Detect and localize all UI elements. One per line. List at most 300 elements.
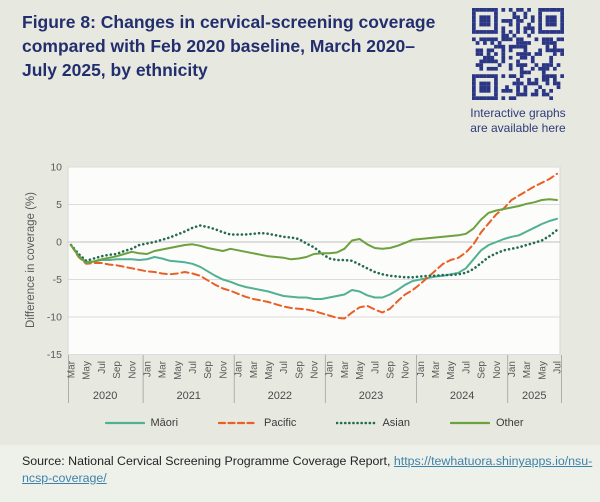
qr-module xyxy=(498,45,502,49)
qr-module xyxy=(487,74,491,78)
qr-module xyxy=(520,63,524,67)
qr-module xyxy=(483,74,487,78)
figure-title-line: Figure 8: Changes in cervical-screening coverage xyxy=(22,12,436,32)
qr-module xyxy=(516,8,520,12)
chart-legend xyxy=(68,413,560,433)
qr-module xyxy=(509,45,513,49)
qr-module xyxy=(524,12,528,16)
qr-module xyxy=(535,89,539,93)
qr-module xyxy=(487,89,491,93)
legend-swatch-icon xyxy=(450,418,490,428)
qr-module xyxy=(527,52,531,56)
qr-module xyxy=(509,19,513,23)
qr-module xyxy=(553,41,557,45)
qr-module xyxy=(494,89,498,93)
qr-module xyxy=(538,8,542,12)
qr-module xyxy=(538,26,542,30)
qr-module xyxy=(524,52,528,56)
qr-module xyxy=(546,82,550,86)
qr-module xyxy=(494,30,498,34)
qr-module xyxy=(516,26,520,30)
source-footer xyxy=(0,445,600,502)
qr-module xyxy=(501,30,505,34)
qr-module xyxy=(512,96,516,100)
qr-module xyxy=(520,37,524,41)
qr-module xyxy=(487,19,491,23)
qr-module xyxy=(487,96,491,100)
qr-module xyxy=(531,67,535,71)
qr-module xyxy=(494,96,498,100)
year-label: 2024 xyxy=(449,390,475,402)
qr-module xyxy=(527,8,531,12)
month-tick-label: Jan xyxy=(142,361,154,378)
qr-module xyxy=(483,96,487,100)
source-link[interactable]: ncsp-coverage/ xyxy=(22,470,107,485)
qr-module xyxy=(546,74,550,78)
qr-module xyxy=(494,8,498,12)
qr-module xyxy=(483,82,487,86)
qr-module xyxy=(520,71,524,75)
qr-module xyxy=(553,48,557,52)
month-tick-label: Jul xyxy=(279,361,291,374)
month-tick-label: Jul xyxy=(96,361,108,374)
qr-module xyxy=(560,37,564,41)
qr-module xyxy=(531,82,535,86)
qr-module xyxy=(524,71,528,75)
qr-module xyxy=(520,8,524,12)
month-tick-label: Jan xyxy=(506,361,518,378)
qr-module xyxy=(560,23,564,27)
qr-module xyxy=(538,12,542,16)
qr-module xyxy=(524,30,528,34)
qr-module xyxy=(501,89,505,93)
qr-module xyxy=(516,52,520,56)
qr-module xyxy=(560,30,564,34)
qr-module xyxy=(524,26,528,30)
qr-module xyxy=(479,23,483,27)
qr-module xyxy=(546,41,550,45)
qr-module xyxy=(549,96,553,100)
qr-module xyxy=(516,19,520,23)
qr-module xyxy=(501,34,505,38)
qr-module xyxy=(476,63,480,67)
y-tick-label: -15 xyxy=(46,349,62,361)
qr-module xyxy=(472,26,476,30)
qr-module xyxy=(494,85,498,89)
qr-module xyxy=(538,15,542,19)
qr-module xyxy=(542,74,546,78)
qr-module xyxy=(516,93,520,97)
qr-module xyxy=(557,48,561,52)
month-tick-label: Mar xyxy=(66,361,78,379)
qr-module xyxy=(501,48,505,52)
month-tick-label: May xyxy=(355,361,367,380)
qr-module xyxy=(490,30,494,34)
legend-item-other xyxy=(450,417,524,429)
qr-module xyxy=(490,74,494,78)
qr-module xyxy=(553,82,557,86)
qr-module xyxy=(516,85,520,89)
qr-module xyxy=(553,19,557,23)
qr-module xyxy=(501,37,505,41)
qr-module xyxy=(546,15,550,19)
qr-module xyxy=(546,45,550,49)
qr-module xyxy=(494,12,498,16)
month-tick-label: Mar xyxy=(248,361,260,379)
legend-label: Pacific xyxy=(264,417,297,429)
qr-module xyxy=(479,19,483,23)
month-tick-label: Sep xyxy=(203,361,215,379)
qr-module xyxy=(531,60,535,64)
qr-module xyxy=(546,48,550,52)
qr-module xyxy=(516,41,520,45)
qr-module xyxy=(549,41,553,45)
legend-label: Other xyxy=(495,417,524,429)
qr-module xyxy=(490,56,494,60)
y-tick-label: 0 xyxy=(56,236,62,249)
qr-module xyxy=(557,30,561,34)
qr-module xyxy=(527,34,531,38)
qr-module xyxy=(524,45,528,49)
qr-module xyxy=(487,82,491,86)
qr-module xyxy=(516,78,520,82)
qr-module xyxy=(501,19,505,23)
qr-module xyxy=(549,56,553,60)
year-label: 2025 xyxy=(521,390,547,402)
qr-module xyxy=(494,45,498,49)
qr-module xyxy=(549,63,553,67)
qr-module xyxy=(483,30,487,34)
month-tick-label: May xyxy=(537,361,549,380)
source-text: Source: National Cervical Screening Programme Coverage Report, xyxy=(22,454,394,468)
qr-module xyxy=(520,41,524,45)
year-label: 2023 xyxy=(358,390,384,402)
qr-module xyxy=(524,89,528,93)
figure-title xyxy=(22,10,492,82)
month-tick-label: Sep xyxy=(294,361,306,379)
qr-module xyxy=(501,56,505,60)
qr-module xyxy=(505,19,509,23)
y-axis-label: Difference in coverage (%) xyxy=(25,192,37,328)
qr-module xyxy=(479,63,483,67)
qr-module xyxy=(494,52,498,56)
qr-module xyxy=(546,78,550,82)
qr-module xyxy=(479,67,483,71)
qr-module xyxy=(524,41,528,45)
qr-module xyxy=(483,23,487,27)
qr-module xyxy=(546,67,550,71)
qr-module xyxy=(472,12,476,16)
month-tick-label: Mar xyxy=(157,361,169,379)
qr-module xyxy=(501,52,505,56)
qr-module xyxy=(520,45,524,49)
qr-module xyxy=(472,23,476,27)
month-tick-label: Nov xyxy=(491,361,503,379)
qr-module xyxy=(509,89,513,93)
qr-module xyxy=(483,41,487,45)
qr-module xyxy=(516,30,520,34)
qr-module xyxy=(549,15,553,19)
qr-module xyxy=(501,60,505,64)
qr-module xyxy=(512,12,516,16)
qr-module xyxy=(483,8,487,12)
qr-module xyxy=(535,82,539,86)
qr-module xyxy=(557,8,561,12)
qr-module xyxy=(516,89,520,93)
qr-module xyxy=(476,74,480,78)
qr-module xyxy=(542,78,546,82)
qr-module xyxy=(549,30,553,34)
qr-module xyxy=(483,19,487,23)
qr-module xyxy=(560,15,564,19)
qr-module xyxy=(472,93,476,97)
qr-module xyxy=(553,15,557,19)
qr-module xyxy=(476,96,480,100)
month-tick-label: Mar xyxy=(339,361,351,379)
qr-module xyxy=(560,19,564,23)
qr-module xyxy=(487,60,491,64)
qr-module xyxy=(549,8,553,12)
qr-module xyxy=(494,15,498,19)
qr-module xyxy=(553,30,557,34)
qr-module xyxy=(524,63,528,67)
qr-module xyxy=(472,74,476,78)
qr-module xyxy=(487,30,491,34)
qr-module xyxy=(472,82,476,86)
qr-module xyxy=(546,19,550,23)
qr-module xyxy=(490,37,494,41)
qr-module xyxy=(527,82,531,86)
qr-module xyxy=(527,78,531,82)
qr-module xyxy=(542,63,546,67)
qr-module xyxy=(516,60,520,64)
qr-module xyxy=(501,74,505,78)
qr-module xyxy=(524,93,528,97)
qr-module xyxy=(520,93,524,97)
y-tick-label: -10 xyxy=(46,311,62,324)
month-tick-label: May xyxy=(81,361,93,380)
qr-module xyxy=(501,26,505,30)
month-tick-label: Jul xyxy=(461,361,473,374)
qr-module xyxy=(479,15,483,19)
qr-module xyxy=(487,67,491,71)
qr-module xyxy=(505,85,509,89)
qr-module xyxy=(479,48,483,52)
qr-module xyxy=(531,56,535,60)
legend-swatch-icon xyxy=(218,418,258,428)
qr-module xyxy=(487,23,491,27)
qr-module xyxy=(479,52,483,56)
qr-module xyxy=(490,96,494,100)
qr-module xyxy=(494,37,498,41)
qr-module xyxy=(509,67,513,71)
month-tick-label: May xyxy=(446,361,458,380)
coverage-line-chart xyxy=(0,152,600,452)
qr-module xyxy=(553,8,557,12)
qr-module xyxy=(520,52,524,56)
qr-module xyxy=(487,8,491,12)
qr-module xyxy=(520,19,524,23)
qr-module xyxy=(516,37,520,41)
qr-module xyxy=(490,67,494,71)
qr-module xyxy=(509,63,513,67)
qr-module xyxy=(483,56,487,60)
qr-module xyxy=(538,19,542,23)
qr-module xyxy=(560,52,564,56)
month-tick-label: Sep xyxy=(385,361,397,379)
month-tick-label: Jul xyxy=(370,361,382,374)
qr-module xyxy=(535,93,539,97)
qr-module xyxy=(512,15,516,19)
qr-module xyxy=(490,60,494,64)
qr-module xyxy=(512,74,516,78)
month-tick-label: Sep xyxy=(476,361,488,379)
qr-module xyxy=(472,78,476,82)
legend-item-mori xyxy=(105,417,179,429)
qr-module xyxy=(476,52,480,56)
year-label: 2020 xyxy=(92,390,118,402)
qr-module xyxy=(509,23,513,27)
qr-module xyxy=(538,52,542,56)
qr-module xyxy=(476,8,480,12)
qr-module xyxy=(479,89,483,93)
qr-module xyxy=(557,85,561,89)
qr-module xyxy=(549,19,553,23)
qr-module xyxy=(509,48,513,52)
qr-module xyxy=(542,71,546,75)
qr-module xyxy=(542,8,546,12)
qr-module xyxy=(553,67,557,71)
qr-module xyxy=(527,26,531,30)
qr-module xyxy=(527,41,531,45)
y-tick-label: 10 xyxy=(50,161,62,174)
month-tick-label: Jan xyxy=(415,361,427,378)
legend-swatch-icon xyxy=(105,418,145,428)
qr-module xyxy=(560,74,564,78)
qr-module xyxy=(479,60,483,64)
qr-module xyxy=(546,30,550,34)
qr-module xyxy=(538,85,542,89)
qr-module xyxy=(505,34,509,38)
qr-module xyxy=(494,19,498,23)
qr-module xyxy=(538,23,542,27)
month-tick-label: Jul xyxy=(188,361,200,374)
qr-module xyxy=(560,26,564,30)
qr-module xyxy=(472,37,476,41)
month-tick-label: May xyxy=(172,361,184,380)
y-tick-label: -5 xyxy=(52,274,62,286)
qr-module xyxy=(516,45,520,49)
month-tick-label: Mar xyxy=(431,361,443,379)
qr-module xyxy=(494,74,498,78)
year-label: 2022 xyxy=(267,390,293,402)
month-tick-label: Nov xyxy=(218,361,230,379)
qr-caption xyxy=(456,106,580,136)
qr-caption-line: Interactive graphs xyxy=(470,106,566,120)
qr-module xyxy=(531,26,535,30)
qr-module xyxy=(487,37,491,41)
qr-module xyxy=(531,30,535,34)
month-tick-label: Sep xyxy=(112,361,124,379)
qr-module xyxy=(538,48,542,52)
source-link[interactable]: https://tewhatuora.shinyapps.io/nsu- xyxy=(393,454,593,468)
qr-module xyxy=(509,8,513,12)
qr-module xyxy=(498,63,502,67)
qr-module xyxy=(487,52,491,56)
qr-module xyxy=(505,89,509,93)
qr-module xyxy=(479,8,483,12)
month-tick-label: Nov xyxy=(400,361,412,379)
qr-module xyxy=(494,82,498,86)
qr-module xyxy=(542,67,546,71)
qr-module xyxy=(557,63,561,67)
qr-module xyxy=(490,8,494,12)
qr-module xyxy=(557,37,561,41)
qr-module xyxy=(546,93,550,97)
qr-module xyxy=(549,89,553,93)
qr-module xyxy=(494,67,498,71)
qr-module xyxy=(520,56,524,60)
qr-module xyxy=(549,23,553,27)
year-label: 2021 xyxy=(176,390,201,402)
qr-module xyxy=(516,15,520,19)
qr-module xyxy=(479,96,483,100)
qr-module xyxy=(524,85,528,89)
qr-module xyxy=(501,45,505,49)
qr-module xyxy=(535,37,539,41)
qr-module xyxy=(516,63,520,67)
qr-module xyxy=(483,15,487,19)
qr-module xyxy=(549,60,553,64)
qr-module xyxy=(494,78,498,82)
legend-label: Māori xyxy=(150,417,179,429)
qr-module xyxy=(512,45,516,49)
qr-module xyxy=(472,15,476,19)
figure-title-line: compared with Feb 2020 baseline, March 2020– xyxy=(22,36,415,56)
qr-module xyxy=(483,37,487,41)
qr-module xyxy=(520,67,524,71)
qr-module xyxy=(527,71,531,75)
qr-module xyxy=(546,23,550,27)
qr-module xyxy=(479,82,483,86)
month-tick-label: May xyxy=(263,361,275,380)
qr-module xyxy=(487,56,491,60)
month-tick-label: Mar xyxy=(522,361,534,379)
month-tick-label: Jan xyxy=(324,361,336,378)
month-tick-label: Nov xyxy=(127,361,139,379)
qr-module xyxy=(553,23,557,27)
qr-module xyxy=(549,48,553,52)
qr-module xyxy=(524,48,528,52)
qr-module xyxy=(483,85,487,89)
qr-module xyxy=(546,37,550,41)
legend-item-pacific xyxy=(218,417,296,429)
month-tick-label: Jul xyxy=(552,361,564,374)
qr-module xyxy=(560,48,564,52)
qr-module xyxy=(472,96,476,100)
qr-module xyxy=(527,23,531,27)
qr-module xyxy=(494,60,498,64)
qr-module xyxy=(560,8,564,12)
qr-module xyxy=(472,85,476,89)
qr-module xyxy=(549,74,553,78)
qr-module xyxy=(476,41,480,45)
qr-module xyxy=(516,82,520,86)
figure-title-line: July 2025, by ethnicity xyxy=(22,60,208,80)
qr-module xyxy=(538,67,542,71)
qr-module xyxy=(479,37,483,41)
qr-module xyxy=(542,30,546,34)
